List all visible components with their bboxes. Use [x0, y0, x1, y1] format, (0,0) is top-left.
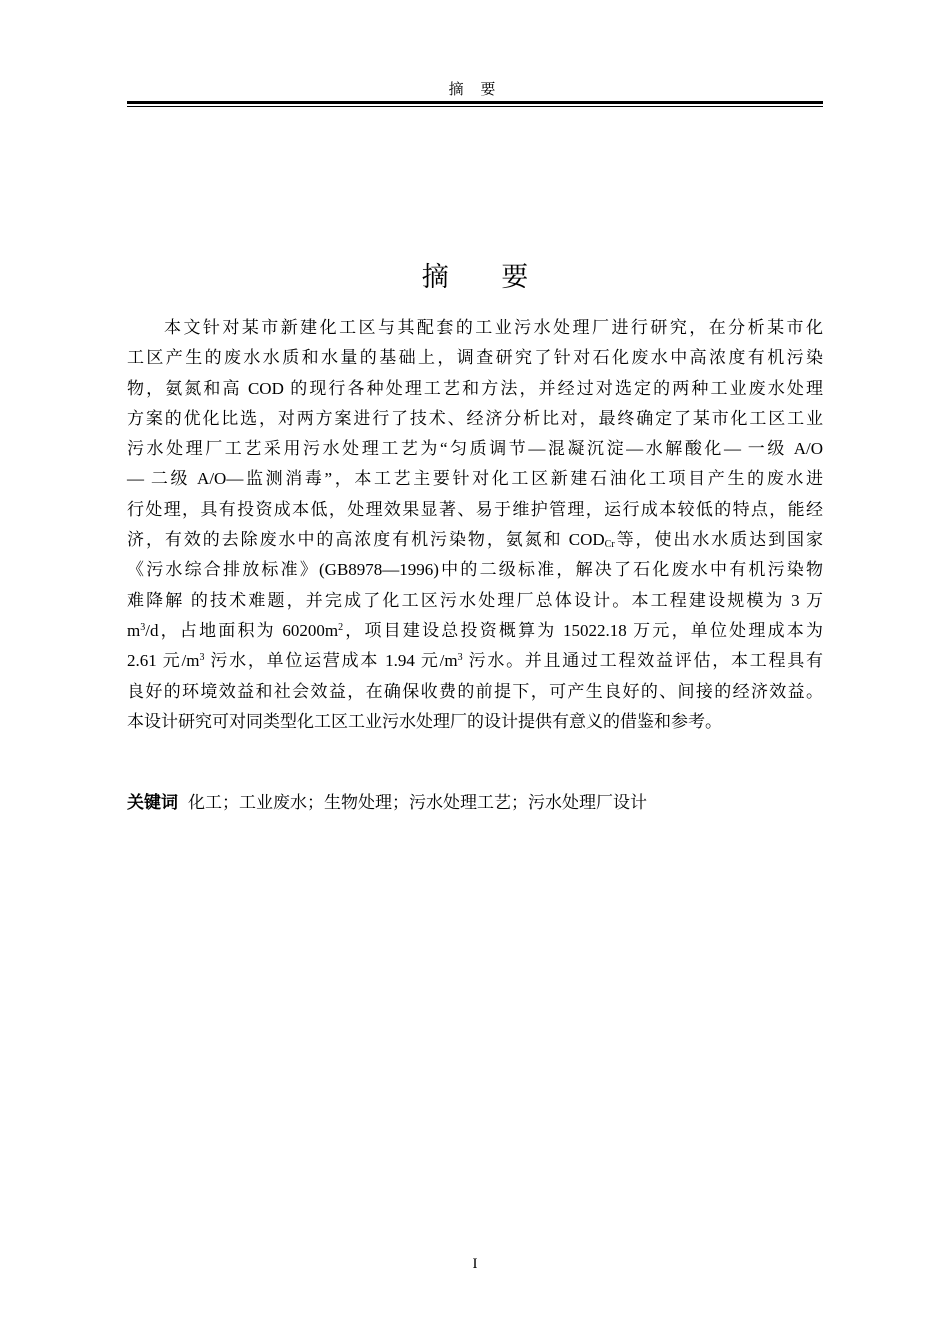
abstract-line: 方案的优化比选，对两方案进行了技术、经济分析比对，最终确定了某市化工区工业	[127, 408, 823, 428]
abstract-text: 2.61 元/m	[127, 651, 200, 671]
abstract-line	[127, 525, 823, 555]
abstract-line: 难降解 的技术难题，并完成了化工区污水处理厂总体设计。本工程建设规模为 3 万	[127, 590, 823, 610]
abstract-line	[127, 616, 823, 646]
abstract-text: m	[127, 620, 141, 640]
abstract-line: 污水处理厂工艺采用污水处理工艺为“匀质调节—混凝沉淀—水解酸化— 一级 A/O	[127, 439, 823, 459]
superscript: 2	[338, 621, 344, 633]
abstract-text: 等，使出水水质达到国家	[614, 530, 823, 550]
abstract-text: 济，有效的去除废水中的高浓度有机污染物，氨氮和 COD	[127, 530, 605, 550]
abstract-line: 本文针对某市新建化工区与其配套的工业污水处理厂进行研究，在分析某市化	[164, 318, 823, 337]
running-header: 摘 要	[448, 80, 502, 98]
keywords-text: 化工；工业废水；生物处理；污水处理工艺；污水处理厂设计	[188, 793, 647, 812]
abstract-line	[127, 646, 823, 676]
abstract-line: — 二级 A/O—监测消毒”，本工艺主要针对化工区新建石油化工项目产生的废水进	[127, 469, 823, 489]
abstract-text: 污水。并且通过工程效益评估，本工程具有	[462, 651, 823, 671]
abstract-text: ，项目建设总投资概算为 15022.18 万元，单位处理成本为	[343, 620, 823, 640]
page-number: I	[472, 1256, 478, 1272]
abstract-title: 摘 要	[421, 262, 551, 293]
superscript: 3	[457, 652, 463, 664]
abstract-line: 行处理，具有投资成本低，处理效果显著、易于维护管理，运行成本较低的特点，能经	[127, 499, 823, 519]
header-rule-thin	[127, 106, 823, 107]
keywords-row	[127, 790, 823, 816]
abstract-text: 污水，单位运营成本 1.94 元/m	[204, 651, 458, 671]
abstract-line: 工区产生的废水水质和水量的基础上，调查研究了针对石化废水中高浓度有机污染	[127, 348, 823, 368]
abstract-line: 《污水综合排放标准》(GB8978—1996)中的二级标准，解决了石化废水中有机污染物	[127, 560, 823, 580]
abstract-line: 良好的环境效益和社会效益，在确保收费的前提下，可产生良好的、间接的经济效益。	[127, 681, 823, 701]
superscript: 3	[199, 652, 205, 664]
subscript-cr: Cr	[604, 539, 615, 551]
keywords-label: 关键词	[127, 793, 178, 813]
abstract-line: 本设计研究可对同类型化工区工业污水处理厂的设计提供有意义的借鉴和参考。	[127, 711, 722, 731]
header-rule-thick	[127, 101, 823, 104]
abstract-line: 物，氨氮和高 COD 的现行各种处理工艺和方法，并经过对选定的两种工业废水处理	[127, 378, 823, 398]
abstract-body	[127, 313, 823, 737]
superscript: 3	[140, 621, 146, 633]
abstract-text: /d，占地面积为 60200m	[145, 620, 339, 640]
